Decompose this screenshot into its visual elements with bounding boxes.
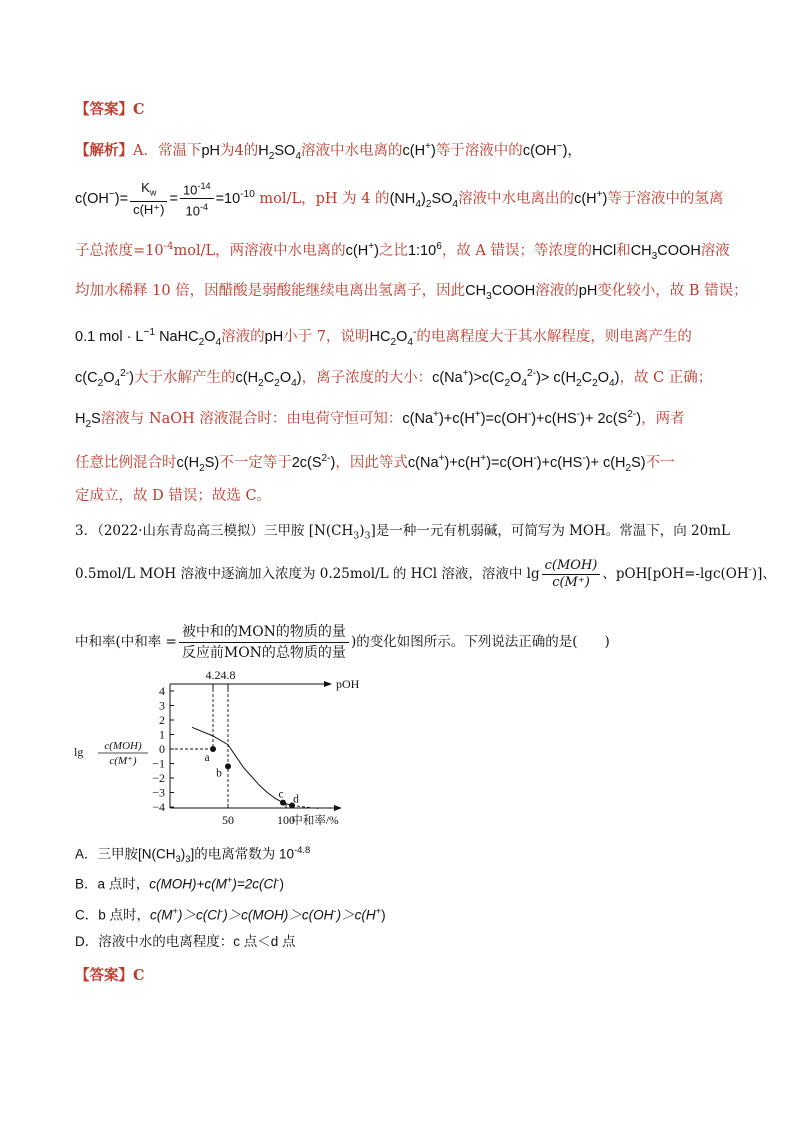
- y-axis-label-den: c(M⁺): [109, 755, 137, 767]
- formula-hcl: HCl: [592, 242, 617, 259]
- text: 子总浓度=10: [75, 242, 164, 259]
- text: 任意比例混合时: [75, 454, 177, 471]
- answer-value: C: [133, 101, 145, 118]
- point-label-b: b: [216, 767, 222, 780]
- text: )的变化如图所示。下列说法正确的是( ): [350, 634, 610, 650]
- text: 小于 7，说明: [283, 328, 370, 345]
- fraction-lg: $\frac{\text{c(MOH)}}{c(M^+)}$: [542, 558, 601, 591]
- top-tick-label: 4.8: [220, 668, 236, 682]
- text: pH: [264, 328, 284, 345]
- formula-nahc2o4: $NaHC_2O_4$: [155, 328, 222, 348]
- formula-2c-s: $2c(S^{2-})$: [291, 453, 336, 471]
- y-tick-label: 4: [159, 684, 165, 698]
- text: 和: [616, 242, 631, 259]
- formula-c-h-3: c(H+): [345, 241, 379, 259]
- x-tick-label: 100: [277, 813, 295, 827]
- text: ，两者: [641, 410, 685, 427]
- text: 的: [243, 142, 259, 159]
- text: pH: [578, 283, 598, 299]
- ratio: $1:10^6$: [407, 241, 442, 259]
- text: 之比: [378, 242, 408, 259]
- text: ，离子浓度的大小：: [301, 369, 433, 386]
- text: 溶液的: [535, 283, 579, 299]
- answer-line-1: [75, 100, 145, 120]
- formula-ch3cooh: $CH_3COOH$: [630, 242, 701, 262]
- formula-hc2o4: $HC_2O_4^-$: [369, 327, 417, 348]
- y-tick-label: 2: [159, 713, 165, 727]
- fraction-kw: $\frac{K_w}{c(H^+)}$: [130, 180, 167, 218]
- text: =: [169, 190, 178, 207]
- analysis-tag: 【解析】: [75, 141, 133, 159]
- question-line-3: [75, 622, 610, 663]
- text: 的电离程度大于其水解程度，则电离产生的: [416, 328, 692, 345]
- text: 溶液的: [221, 328, 265, 345]
- option-c[interactable]: C．b 点时，c(M+)＞c(Cl-)＞c(MOH)＞c(OH-)＞c(H+): [75, 906, 386, 923]
- text: mol/L: [254, 190, 302, 207]
- formula-c-h-2: c(H+): [574, 189, 608, 207]
- text: 3: [364, 530, 371, 542]
- concentration: 0.1 mol · $L^{-1}$: [75, 327, 156, 345]
- formula-c-h: c(H+): [402, 141, 436, 159]
- fraction-powers: $\frac{10^{-14}}{10^{-4}}$: [180, 178, 214, 220]
- formula-c-h2s: $c(H_2S)$: [176, 454, 220, 474]
- point-label-a: a: [204, 752, 210, 764]
- text: 溶液中水电离出的: [458, 190, 575, 207]
- y-axis-label-lg: lg: [74, 745, 84, 759]
- analysis-line-8: [75, 449, 675, 479]
- result: $=10^{-10}$: [215, 189, 255, 207]
- y-tick-label: 3: [159, 698, 165, 713]
- analysis-line-2: [75, 178, 723, 220]
- text: ): [359, 523, 365, 539]
- text: pH: [201, 142, 221, 159]
- answer-value-2: C: [133, 967, 145, 984]
- text: 为: [220, 142, 235, 159]
- y-tick-label: −3: [152, 785, 165, 800]
- text: 变化较小，故 B 错误；: [597, 283, 748, 299]
- point-b: [225, 763, 231, 769]
- text: ，故 A 错误；等浓度的: [441, 242, 593, 259]
- formula-c-h2c2o4: $c(H_2C_2O_4)$: [235, 369, 302, 389]
- text: 等于溶液中的氢离: [607, 190, 724, 207]
- analysis-line-9: [75, 486, 271, 506]
- text: ]是一种一元有机弱碱，可简写为 MOH。常温下，向 20mL: [370, 523, 731, 539]
- option-b[interactable]: B．a 点时，c(MOH)+c(M+)=2c(Cl-): [75, 875, 284, 892]
- top-tick-label: 4.2: [205, 668, 221, 682]
- formula-c-oh: c(OH−)，: [522, 141, 582, 159]
- ion-order: $c(Na^+)>c(C_2O_4^{2-})> c(H_2C_2O_4)$: [432, 368, 620, 389]
- text: -4: [163, 241, 174, 252]
- text: 等于溶液中的: [435, 142, 523, 159]
- equation: $c(Na^+)+c(H^+)=c(OH^-)+c(HS^-)+ c(H_2S)$: [407, 453, 646, 474]
- analysis-line-7: [75, 405, 685, 435]
- option-d[interactable]: D．溶液中水的电离程度：c 点＜d 点: [75, 934, 296, 949]
- text: 、pOH[pOH=-lgc(OH: [602, 566, 749, 582]
- text: ，因此等式: [335, 454, 408, 471]
- formula-nh4-2so4: $(NH_4)_2SO_4$: [389, 190, 459, 210]
- curve-series: [192, 727, 292, 805]
- text: 溶液与 NaOH 溶液混合时：由电荷守恒可知：: [100, 410, 403, 427]
- fraction-neutralization: $\frac{\text{被中和的MON的物质的量}}{\text{反应前MON的总物质的量}}$: [179, 622, 349, 663]
- text: 溶液: [700, 242, 730, 259]
- formula-c-c2o4: $c(C_2O_4^{2-})$: [75, 368, 134, 389]
- point-a: [210, 746, 216, 752]
- text: A．常温下: [133, 142, 202, 159]
- answer-tag-2: 【答案】: [75, 967, 133, 984]
- analysis-line-6: [75, 364, 712, 394]
- text: 大于水解产生的: [133, 369, 236, 386]
- text: 溶液中水电离的: [300, 142, 403, 159]
- text: 3．（2022·山东青岛高三模拟）三甲胺 [N(CH: [75, 523, 354, 539]
- point-label-d: d: [293, 793, 299, 806]
- formula-c-oh-2: c(OH−)=: [75, 189, 129, 207]
- answer-line-2: [75, 966, 145, 986]
- charge-balance: $c(Na^+)+c(H^+)=c(OH^-)+c(HS^-)+ 2c(S^{2-})$: [402, 409, 642, 427]
- formula-ch3cooh-2: $CH_3COOH$: [465, 283, 536, 302]
- text: 不一: [645, 454, 675, 471]
- x-axis-label: 中和率/%: [291, 815, 339, 827]
- text: ，pH 为 4 的: [301, 190, 390, 207]
- x-tick-label: 50: [222, 813, 234, 827]
- top-axis-label: pOH: [336, 677, 360, 691]
- y-tick-label: −4: [152, 800, 165, 814]
- answer-tag: 【答案】: [75, 101, 133, 118]
- text: 中和率(中和率 =: [75, 634, 177, 650]
- y-tick-label: 1: [159, 727, 165, 742]
- text: 4: [234, 142, 244, 159]
- text: 0.5mol/L MOH 溶液中逐滴加入浓度为 0.25mol/L 的 HCl 溶液，溶液中 lg: [75, 566, 540, 582]
- text: mol/L，两溶液中水电离的: [173, 242, 346, 259]
- point-label-c: c: [278, 788, 284, 801]
- analysis-line-1: [75, 137, 582, 167]
- text: ，故 C 正确；: [619, 369, 713, 386]
- text: 均加水稀释 10 倍，因醋酸是弱酸能继续电离出氢离子，因此: [75, 283, 466, 299]
- y-tick-label: −2: [152, 771, 165, 785]
- analysis-line-4: [75, 281, 748, 307]
- text: 3: [353, 530, 360, 542]
- text: 不一定等于: [219, 454, 292, 471]
- x-axis-arrow: [334, 805, 342, 811]
- text: -: [748, 564, 752, 576]
- y-tick-label: 0: [159, 742, 165, 756]
- titration-chart: [70, 665, 370, 840]
- top-axis-arrow: [324, 681, 332, 687]
- option-a[interactable]: A．三甲胺$[N(CH_3)_3]$的电离常数为 $10^{-4.8}$: [75, 845, 311, 866]
- analysis-line-3: [75, 237, 730, 267]
- formula-h2so4: $H_2SO_4$: [258, 142, 301, 162]
- question-line-1: [75, 521, 730, 547]
- question-line-2: [75, 558, 776, 591]
- text: 定成立，故 D 错误；故选 C。: [75, 488, 272, 504]
- y-axis-label-num: c(MOH): [104, 740, 142, 752]
- formula-h2s: $H_2S$: [75, 410, 101, 430]
- analysis-line-5: [75, 323, 692, 353]
- text: )]、: [751, 566, 776, 582]
- y-tick-label: −1: [152, 756, 165, 771]
